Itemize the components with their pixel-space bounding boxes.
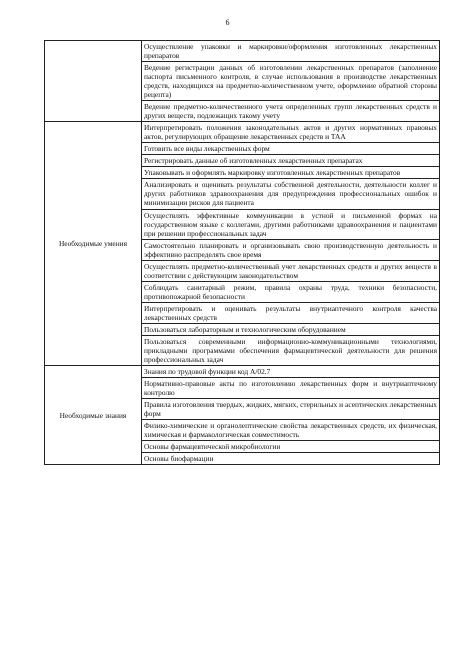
table-cell: Основы биофармации — [142, 453, 440, 465]
table-cell: Соблюдать санитарный режим, правила охраны труда, техники безопасности, противопожарной безопасности — [142, 281, 440, 302]
table-cell: Пользоваться современными информационно-коммуникационными технологиями, прикладными программами обеспечения фармацевтической деятельности для решения профессиональных задач — [142, 335, 440, 365]
table-cell: Анализировать и оценивать результаты собственной деятельности, деятельности коллег и других работников здравоохранения для предупреждения профессиональных ошибок и минимизации рисков для пациента — [142, 179, 440, 209]
table-row — [45, 365, 440, 377]
table-cell: Интерпретировать положения законодательных актов и других нормативных правовых актов, регулирующих обращение лекарственных средств и ТАА — [142, 122, 440, 143]
page-number: 6 — [225, 18, 230, 27]
empty-label-cell — [45, 41, 142, 122]
table-cell: Готовить все виды лекарственных форм — [142, 143, 440, 155]
table-row — [45, 122, 440, 143]
table-cell: Самостоятельно планировать и организовывать свою производственную деятельность и эффективно распределять свое время — [142, 239, 440, 260]
table-row — [45, 41, 440, 62]
table-cell: Ведение регистрации данных об изготовлении лекарственных препаратов (заполнение паспорта письменного контроля, в случае использования в производстве лекарственных средств, находящихся на предметно-количественном учете, оформление обратной стороны рецепта) — [142, 62, 440, 101]
table-cell: Осуществлять эффективные коммуникации в устной и письменной формах на государственном языке с коллегами, другими работниками здравоохранения и пациентами при решении профессиональных задач — [142, 209, 440, 239]
table-cell: Пользоваться лабораторным и технологическим оборудованием — [142, 323, 440, 335]
skills-label: Необходимые умения — [45, 122, 142, 366]
table-cell: Физико-химические и органолептические свойства лекарственных средств, их физическая, химическая и фармакологическая совместимость — [142, 420, 440, 441]
table-cell: Нормативно-правовые акты по изготовлению лекарственных форм и внутриаптечному контролю — [142, 378, 440, 399]
table-cell: Ведение предметно-количественного учета определенных групп лекарственных средств и других веществ, подлежащих такому учету — [142, 101, 440, 122]
table-cell: Регистрировать данные об изготовленных лекарственных препаратах — [142, 155, 440, 167]
table-cell: Знания по трудовой функции код А/02.7 — [142, 365, 440, 377]
table-cell: Осуществление упаковки и маркировки/оформления изготовленных лекарственных препаратов — [142, 41, 440, 62]
table-cell: Основы фармацевтической микробиологии — [142, 441, 440, 453]
table-cell: Интерпретировать и оценивать результаты внутриаптечного контроля качества лекарственных средств — [142, 302, 440, 323]
table-cell: Правила изготовления твердых, жидких, мягких, стерильных и асептических лекарственных форм — [142, 399, 440, 420]
table-cell: Упаковывать и оформлять маркировку изготовленных лекарственных препаратов — [142, 167, 440, 179]
table-cell: Осуществлять предметно-количественный учет лекарственных средств и других веществ в соответствии с действующим законодательством — [142, 260, 440, 281]
competency-table — [44, 40, 440, 465]
knowledge-label: Необходимые знания — [45, 365, 142, 464]
